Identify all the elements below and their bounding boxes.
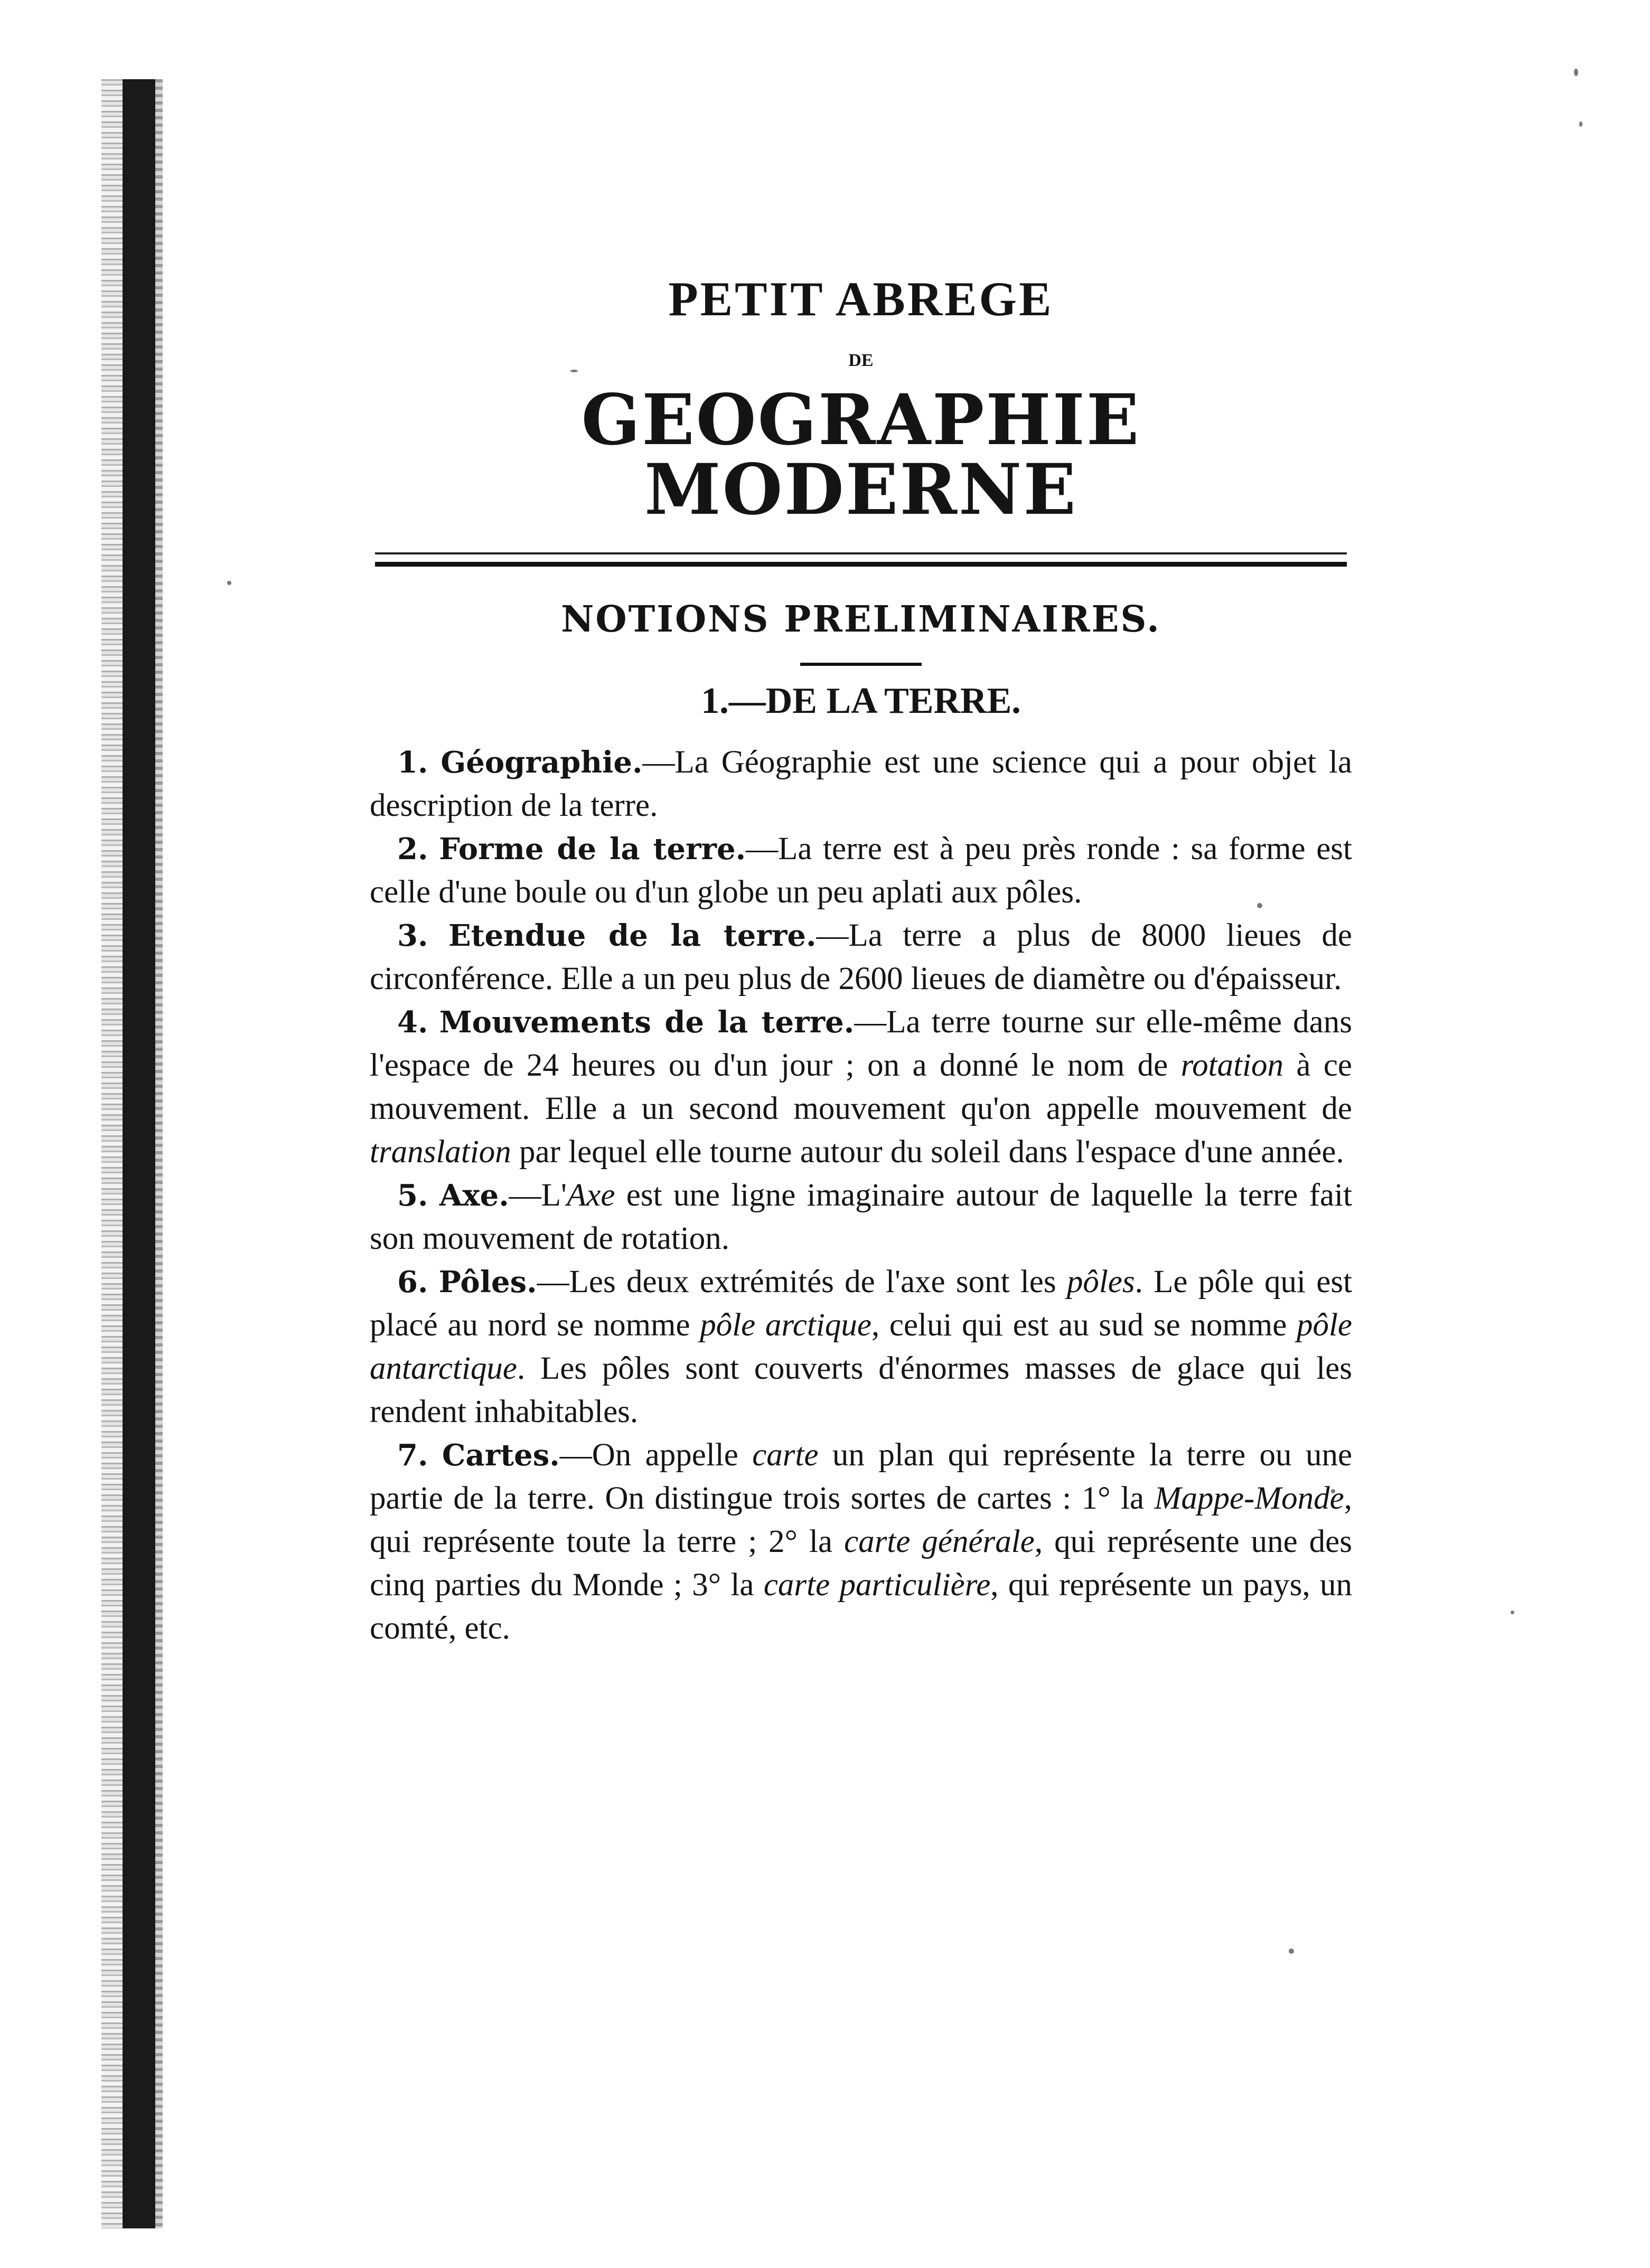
entry-text: —Les deux extrémités de l'axe sont les — [537, 1264, 1067, 1300]
section-title: NOTIONS PRELIMINAIRES. — [561, 598, 1161, 641]
entry-text: , qui représente toute la terre ; 2° la — [370, 1481, 1352, 1559]
entry-text: —On appelle — [559, 1437, 753, 1473]
entry-cartes — [370, 1434, 1352, 1650]
entry-heading: Géographie. — [440, 745, 643, 780]
entry-term: translation — [370, 1134, 511, 1170]
entry-mouvements — [370, 1001, 1352, 1174]
entry-heading: Mouvements de la terre. — [439, 1005, 855, 1040]
entry-term: pôle arctique — [700, 1307, 871, 1343]
title-de: DE — [848, 351, 874, 370]
entry-heading: Cartes. — [442, 1438, 560, 1473]
paper-speck — [1289, 1949, 1294, 1954]
entry-number: 4. — [397, 1005, 428, 1040]
entry-number: 6. — [397, 1265, 428, 1300]
entry-number: 3. — [397, 918, 428, 953]
entry-etendue — [370, 914, 1352, 1001]
entry-text: est une ligne imaginaire autour de laquelle la terre fait son mouvement de rotation. — [370, 1178, 1352, 1256]
entry-number: 5. — [397, 1178, 428, 1213]
rule-thin — [375, 552, 1347, 554]
paper-speck — [227, 581, 231, 585]
entry-text: —La terre tourne sur elle-même dans l'espace de 24 heures ou d'un jour ; on a donné le nom de — [370, 1004, 1352, 1083]
entry-poles — [370, 1260, 1352, 1434]
main-title: GEOGRAPHIE MODERNE — [581, 379, 1141, 531]
entry-heading: Pôles. — [438, 1265, 537, 1300]
entry-term: Mappe-Monde — [1154, 1481, 1344, 1516]
entry-text: , qui représente un pays, un comté, etc. — [370, 1567, 1352, 1646]
entry-number: 7. — [397, 1438, 428, 1473]
entry-number: 1. — [397, 745, 428, 780]
paper-speck — [1574, 69, 1578, 76]
entry-term: rotation — [1180, 1048, 1283, 1083]
paper-speck — [1579, 121, 1582, 127]
entry-text: —La Géographie est une science qui a pour objet la description de la terre. — [370, 745, 1352, 823]
entry-text: —L' — [509, 1178, 567, 1213]
entry-text: , qui représente une des cinq parties du Monde ; 3° la — [370, 1524, 1352, 1603]
entry-term: Axe — [567, 1178, 615, 1213]
entry-term: pôles — [1066, 1264, 1135, 1300]
entry-text: par lequel elle tourne autour du soleil dans l'espace d'une année. — [511, 1134, 1344, 1170]
entry-geographie — [370, 741, 1352, 827]
entry-text: —La terre a plus de 8000 lieues de circonférence. Elle a un peu plus de 2600 lieues de diamètre ou d'épaisseur. — [370, 918, 1352, 996]
paper-speck — [1511, 1611, 1514, 1614]
entry-text: un plan qui représente la terre ou une partie de la terre. On distingue trois sortes de cartes : 1° la — [370, 1437, 1353, 1516]
section-divider — [800, 663, 922, 666]
entry-term: carte générale — [844, 1524, 1035, 1559]
entry-heading: Etendue de la terre. — [448, 918, 817, 953]
entry-axe — [370, 1174, 1352, 1260]
page-content — [370, 272, 1353, 1650]
title-line-1: PETIT ABREGE — [668, 272, 1054, 326]
entry-forme — [370, 827, 1352, 914]
entry-text: , celui qui est au sud se nomme — [871, 1307, 1297, 1343]
entry-text: —La terre est à peu près ronde : sa forme est celle d'une boule ou d'un globe un peu aplati aux pôles. — [370, 831, 1352, 910]
entry-text: . Les pôles sont couverts d'énormes masses de glace qui les rendent inhabitables. — [370, 1351, 1352, 1429]
rule-thick — [375, 562, 1347, 567]
entry-heading: Axe. — [439, 1178, 509, 1213]
entry-term: carte — [752, 1437, 819, 1473]
book-spine-shadow — [123, 79, 155, 2228]
title-double-rule — [375, 552, 1347, 567]
entry-text: . Le pôle qui est placé au nord se nomme — [370, 1264, 1353, 1343]
entries-list — [370, 741, 1352, 1650]
chapter-title: 1.—DE LA TERRE. — [701, 681, 1021, 721]
entry-term: pôle antarctique — [370, 1307, 1353, 1386]
entry-term: carte particulière — [763, 1567, 991, 1603]
entry-number: 2. — [397, 832, 428, 867]
entry-text: à ce mouvement. Elle a un second mouvement qu'on appelle mouvement de — [370, 1048, 1352, 1126]
entry-heading: Forme de la terre. — [439, 832, 746, 867]
